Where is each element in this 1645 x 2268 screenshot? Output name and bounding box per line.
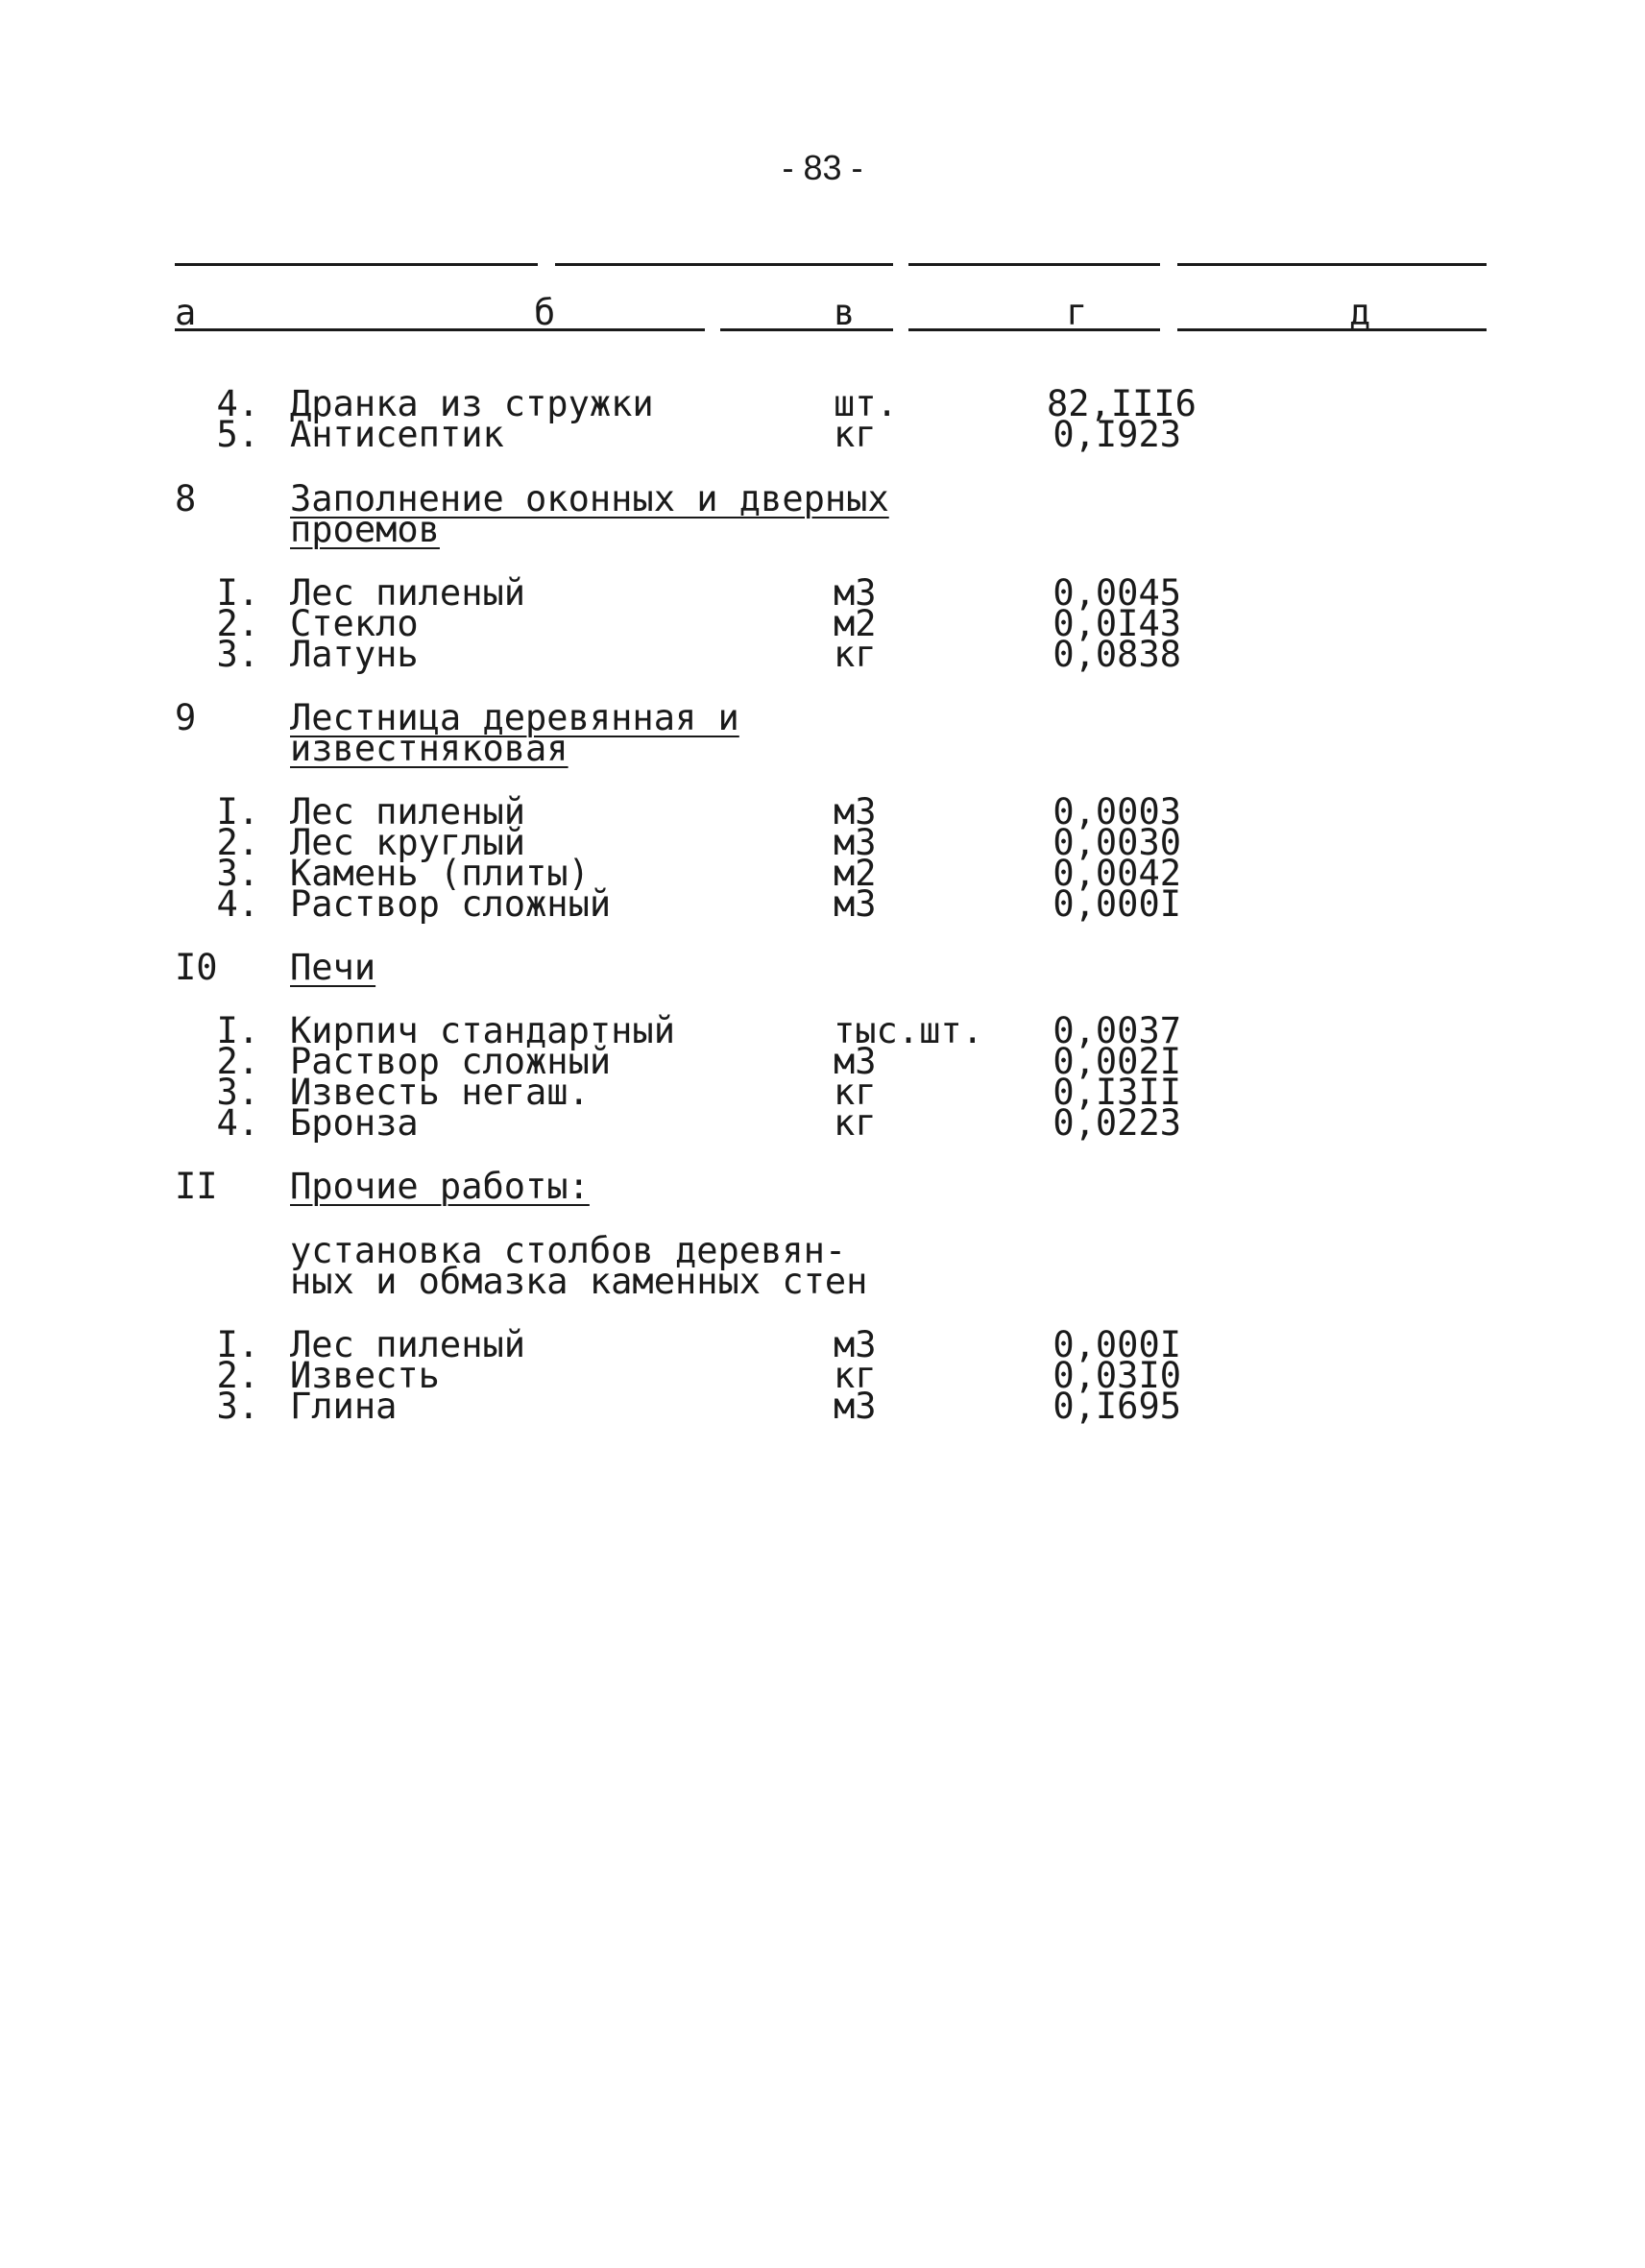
item-unit: шт.	[834, 383, 898, 424]
item-name: Известь	[290, 1355, 440, 1396]
item-name: Лес круглый	[290, 822, 526, 863]
item-name: Лес пиленый	[290, 791, 526, 832]
item-name: Лес пиленый	[290, 572, 526, 614]
top-rule-3	[908, 263, 1160, 266]
item-number: 3.	[216, 1386, 259, 1427]
item-unit: м3	[834, 791, 877, 832]
item-number: 4.	[216, 1102, 259, 1144]
table-row	[0, 1386, 1645, 1427]
item-name: Антисептик	[290, 414, 504, 455]
section-heading	[0, 947, 1645, 988]
item-number: 2.	[216, 822, 259, 863]
item-number: 4.	[216, 383, 259, 424]
item-unit: кг	[834, 1072, 877, 1113]
item-quantity: 0,I3II	[1052, 1072, 1181, 1113]
top-rule-2	[555, 263, 893, 266]
item-name: Бронза	[290, 1102, 419, 1144]
item-name: Известь негаш.	[290, 1072, 590, 1113]
section-number: I0	[175, 947, 218, 988]
column-header-v: в	[834, 292, 856, 333]
item-unit: м3	[834, 1041, 877, 1082]
item-quantity: 0,002I	[1052, 1041, 1181, 1082]
item-quantity: 0,0037	[1052, 1010, 1181, 1051]
item-unit: кг	[834, 634, 877, 675]
item-number: I.	[216, 1010, 259, 1051]
column-header-b: б	[534, 292, 556, 333]
section-title: проемов	[290, 509, 440, 550]
item-quantity: 0,0838	[1052, 634, 1181, 675]
column-header-g: г	[1066, 292, 1088, 333]
item-name: Раствор сложный	[290, 1041, 612, 1082]
item-name: Лес пиленый	[290, 1324, 526, 1365]
item-unit: кг	[834, 414, 877, 455]
section-heading	[0, 1166, 1645, 1207]
table-row	[0, 414, 1645, 455]
item-unit: м3	[834, 1386, 877, 1427]
item-unit: кг	[834, 1355, 877, 1396]
item-name: Латунь	[290, 634, 419, 675]
item-quantity: 82,III6	[1047, 383, 1197, 424]
page-number: - 83 -	[782, 148, 863, 187]
item-quantity: 0,000I	[1052, 883, 1181, 925]
item-number: 4.	[216, 883, 259, 925]
item-quantity: 0,000I	[1052, 1324, 1181, 1365]
item-name: Стекло	[290, 603, 419, 644]
item-unit: м3	[834, 572, 877, 614]
item-number: I.	[216, 1324, 259, 1365]
header-rule-1	[175, 328, 705, 331]
item-name: Дранка из стружки	[290, 383, 654, 424]
column-header-d: д	[1349, 292, 1371, 333]
item-number: 3.	[216, 1072, 259, 1113]
item-quantity: 0,0003	[1052, 791, 1181, 832]
item-number: 5.	[216, 414, 259, 455]
header-rule-2	[720, 328, 893, 331]
top-rule-4	[1177, 263, 1487, 266]
section-number: II	[175, 1166, 218, 1207]
table-row	[0, 883, 1645, 925]
item-unit: кг	[834, 1102, 877, 1144]
item-unit: м3	[834, 822, 877, 863]
item-number: 3.	[216, 634, 259, 675]
section-title: Лестница деревянная и	[290, 697, 739, 738]
section-subtitle-line: ных и обмазка каменных стен	[290, 1261, 868, 1302]
section-subtitle	[0, 1261, 1645, 1302]
section-subtitle-line: установка столбов деревян-	[290, 1230, 847, 1271]
item-name: Раствор сложный	[290, 883, 612, 925]
section-title: Прочие работы:	[290, 1166, 590, 1207]
item-unit: м3	[834, 1324, 877, 1365]
item-quantity: 0,0223	[1052, 1102, 1181, 1144]
item-number: 2.	[216, 1041, 259, 1082]
item-unit: тыс.шт.	[834, 1010, 983, 1051]
item-name: Камень (плиты)	[290, 853, 590, 894]
item-quantity: 0,0030	[1052, 822, 1181, 863]
section-number: 9	[175, 697, 197, 738]
section-heading-continued	[0, 728, 1645, 769]
section-title: Заполнение оконных и дверных	[290, 478, 889, 519]
item-name: Кирпич стандартный	[290, 1010, 675, 1051]
item-unit: м2	[834, 853, 877, 894]
header-rule-3	[908, 328, 1160, 331]
item-name: Глина	[290, 1386, 398, 1427]
item-number: I.	[216, 572, 259, 614]
column-header-a: а	[175, 292, 197, 333]
section-title: известняковая	[290, 728, 568, 769]
section-number: 8	[175, 478, 197, 519]
item-quantity: 0,0045	[1052, 572, 1181, 614]
item-unit: м3	[834, 883, 877, 925]
section-heading	[0, 478, 1645, 519]
item-number: 2.	[216, 603, 259, 644]
table-row	[0, 634, 1645, 675]
item-number: I.	[216, 791, 259, 832]
header-rule-4	[1177, 328, 1487, 331]
item-number: 3.	[216, 853, 259, 894]
top-rule-1	[175, 263, 538, 266]
item-quantity: 0,0042	[1052, 853, 1181, 894]
section-heading-continued	[0, 509, 1645, 550]
section-title: Печи	[290, 947, 376, 988]
table-row	[0, 1102, 1645, 1144]
item-quantity: 0,I923	[1052, 414, 1181, 455]
item-quantity: 0,03I0	[1052, 1355, 1181, 1396]
item-quantity: 0,0I43	[1052, 603, 1181, 644]
item-number: 2.	[216, 1355, 259, 1396]
section-heading	[0, 697, 1645, 738]
item-quantity: 0,I695	[1052, 1386, 1181, 1427]
item-unit: м2	[834, 603, 877, 644]
